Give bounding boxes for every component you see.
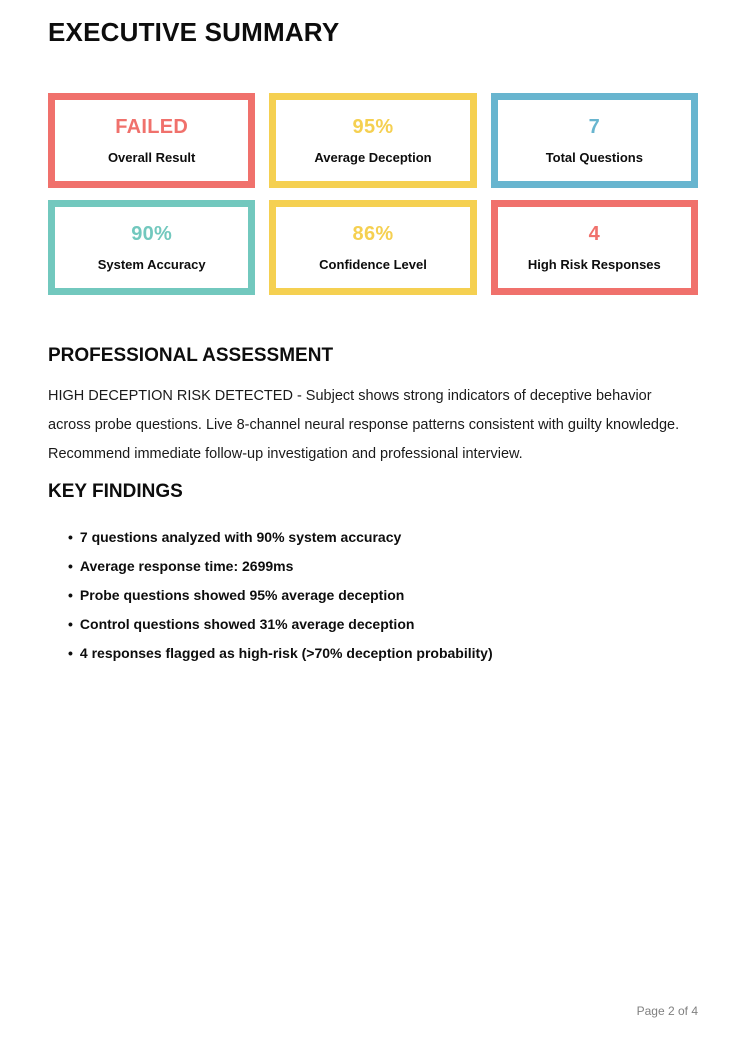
key-finding-item (68, 610, 696, 639)
stat-card-value: 90% (131, 223, 173, 245)
key-finding-text: 4 responses flagged as high-risk (>70% deception probability) (79, 645, 493, 661)
stat-card-value: 86% (352, 223, 394, 245)
stat-card-value: 4 (588, 223, 601, 245)
stat-card-overall-result (48, 93, 255, 188)
key-finding-text: 7 questions analyzed with 90% system accuracy (79, 529, 402, 545)
professional-assessment-section (48, 345, 696, 469)
stat-card-label: Overall Result (107, 150, 196, 165)
stat-card-total-questions (491, 93, 698, 188)
key-finding-text: Control questions showed 31% average deception (79, 616, 415, 632)
key-finding-item (68, 581, 696, 610)
page-number: Page 2 of 4 (636, 1004, 698, 1018)
bullet-glyph: • (68, 529, 73, 545)
stat-card-value: FAILED (115, 116, 189, 138)
key-finding-item (68, 523, 696, 552)
stat-card-label: Average Deception (314, 150, 432, 165)
stat-card-system-accuracy (48, 200, 255, 295)
page-title: EXECUTIVE SUMMARY (48, 17, 340, 47)
key-findings-section (48, 481, 696, 668)
stat-card-label: High Risk Responses (527, 257, 661, 272)
stat-cards-grid (48, 93, 698, 295)
stat-card-label: System Accuracy (97, 257, 206, 272)
key-finding-text: Probe questions showed 95% average deception (79, 587, 405, 603)
stat-card-label: Confidence Level (319, 257, 427, 272)
stat-card-high-risk-responses (491, 200, 698, 295)
professional-assessment-body: HIGH DECEPTION RISK DETECTED - Subject shows strong indicators of deceptive behavior across probe questions. Live 8-channel neural response patterns consistent with guilty knowledge. Recommend immediate follow-up investigation and professional interview. (48, 388, 680, 462)
bullet-glyph: • (68, 616, 73, 632)
key-finding-item (68, 639, 696, 668)
bullet-glyph: • (68, 587, 73, 603)
key-finding-item (68, 552, 696, 581)
stat-card-value: 95% (352, 116, 394, 138)
professional-assessment-heading: PROFESSIONAL ASSESSMENT (48, 345, 334, 366)
stat-card-label: Total Questions (545, 150, 643, 165)
stat-card-value: 7 (588, 116, 601, 138)
bullet-glyph: • (68, 558, 73, 574)
key-findings-list (48, 523, 696, 668)
bullet-glyph: • (68, 645, 73, 661)
stat-card-confidence-level (269, 200, 476, 295)
stat-card-average-deception (269, 93, 476, 188)
key-findings-heading: KEY FINDINGS (48, 481, 183, 502)
key-finding-text: Average response time: 2699ms (79, 558, 294, 574)
